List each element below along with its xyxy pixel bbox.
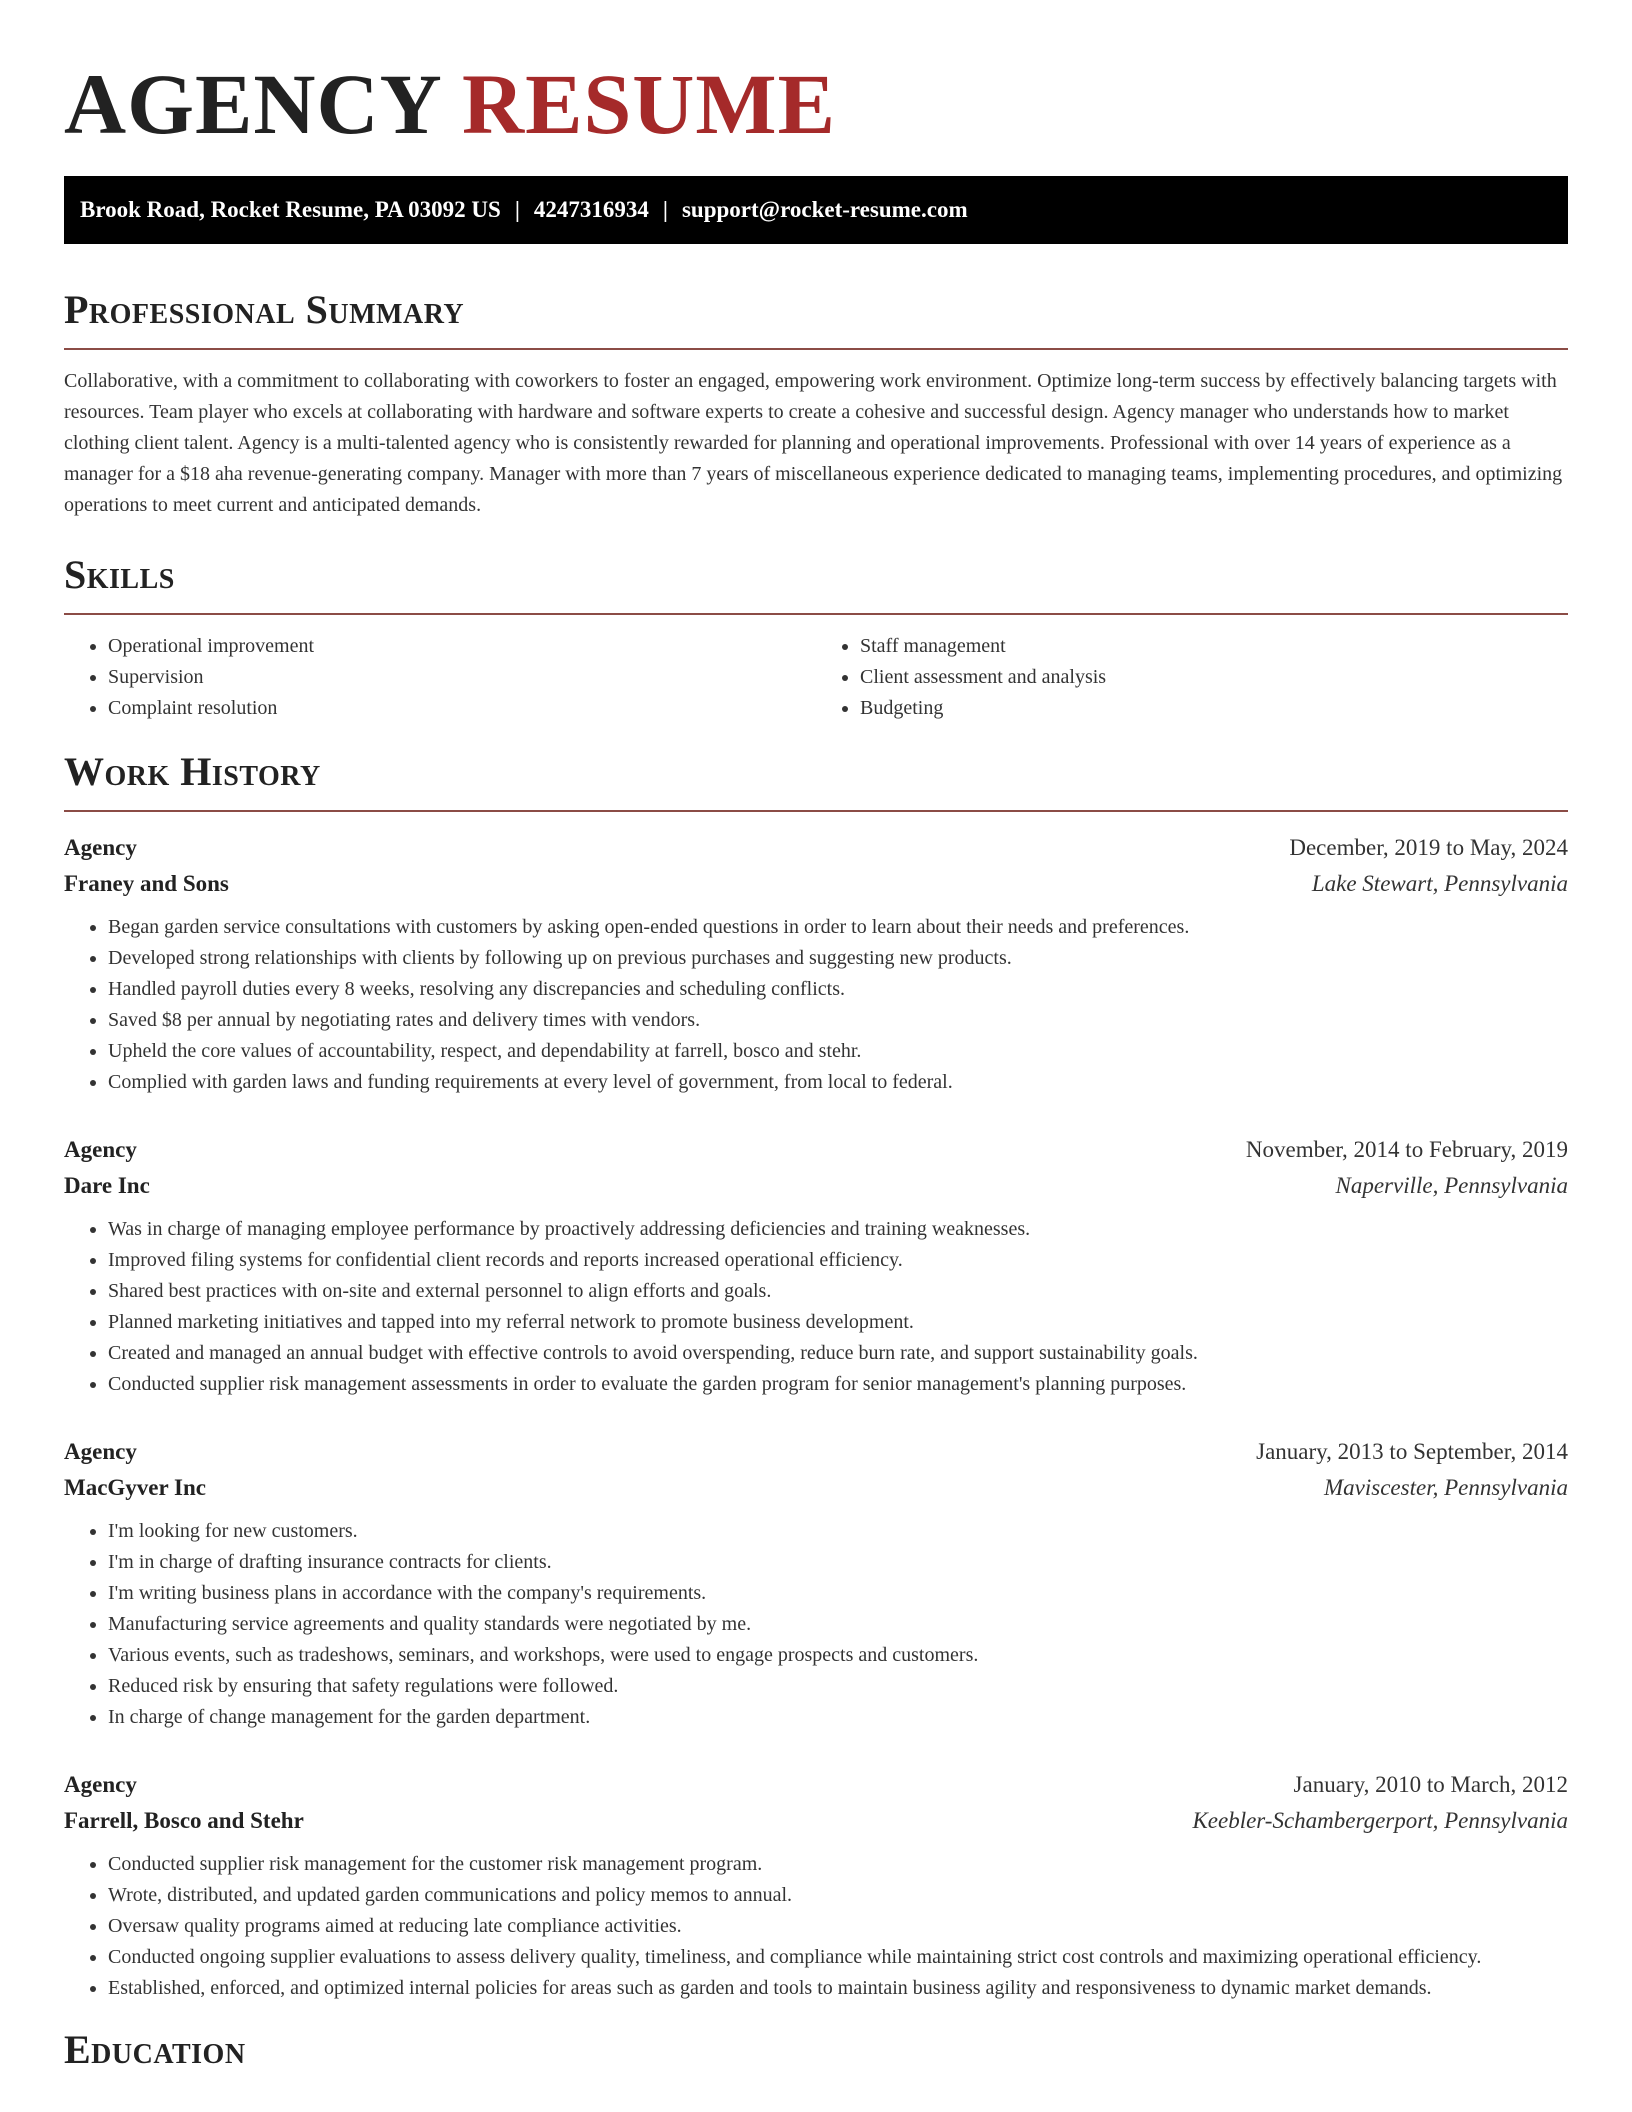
- job-bullet: • Saved $8 per annual by negotiating rates and delivery times with vendors.: [108, 1005, 1568, 1036]
- job-bullet: • Upheld the core values of accountability, respect, and dependability at farrell, bosco and stehr.: [108, 1036, 1568, 1067]
- job-bullets: [64, 1516, 1568, 1733]
- job-bullet: • Created and managed an annual budget with effective controls to avoid overspending, reduce burn rate, and support sustainability goals.: [108, 1338, 1568, 1369]
- job-company: Dare Inc: [64, 1173, 150, 1198]
- job-company: MacGyver Inc: [64, 1475, 207, 1500]
- job-bullet: • Established, enforced, and optimized internal policies for areas such as garden and tools to maintain business agility and responsiveness to dynamic market demands.: [108, 1973, 1568, 2004]
- job-header-row: [64, 1434, 1568, 1470]
- contact-separator: |: [514, 197, 520, 222]
- job-entry: [64, 1132, 1568, 1400]
- job-company: Farrell, Bosco and Stehr: [64, 1808, 304, 1833]
- contact-phone: 4247316934: [533, 197, 649, 222]
- job-bullet: • Handled payroll duties every 8 weeks, resolving any discrepancies and scheduling conflicts.: [108, 974, 1568, 1005]
- job-bullet: • Wrote, distributed, and updated garden communications and policy memos to annual.: [108, 1880, 1568, 1911]
- job-company-row: [64, 1803, 1568, 1839]
- job-dates: January, 2010 to March, 2012: [1293, 1772, 1568, 1797]
- job-title: Agency: [64, 1137, 137, 1162]
- skill-item: • Client assessment and analysis: [860, 662, 1568, 693]
- job-bullet: • Complied with garden laws and funding requirements at every level of government, from local to federal.: [108, 1067, 1568, 1098]
- job-bullet: • Was in charge of managing employee performance by proactively addressing deficiencies and training weaknesses.: [108, 1214, 1568, 1245]
- job-bullet: • Various events, such as tradeshows, seminars, and workshops, were used to engage prospects and customers.: [108, 1640, 1568, 1671]
- job-location: Naperville, Pennsylvania: [1335, 1173, 1568, 1198]
- job-entry: [64, 1434, 1568, 1733]
- job-company-row: [64, 866, 1568, 902]
- job-title: Agency: [64, 1772, 137, 1797]
- job-bullet: • I'm writing business plans in accordance with the company's requirements.: [108, 1578, 1568, 1609]
- name-last: RESUME: [462, 56, 836, 152]
- summary-heading: Professional Summary: [64, 288, 1568, 350]
- job-bullet: • Shared best practices with on-site and external personnel to align efforts and goals.: [108, 1276, 1568, 1307]
- job-bullets: [64, 1214, 1568, 1400]
- job-bullet: • Conducted supplier risk management assessments in order to evaluate the garden program for senior management's planning purposes.: [108, 1369, 1568, 1400]
- job-company-row: [64, 1470, 1568, 1506]
- job-header-row: [64, 1132, 1568, 1168]
- job-bullet: • I'm looking for new customers.: [108, 1516, 1568, 1547]
- skill-item: • Supervision: [108, 662, 816, 693]
- resume-name: [64, 0, 1568, 154]
- contact-separator: |: [662, 197, 668, 222]
- contact-email: support@rocket-resume.com: [681, 197, 968, 222]
- skills-heading: Skills: [64, 553, 1568, 615]
- education-heading: Education: [64, 2027, 246, 2072]
- job-entry: [64, 830, 1568, 1098]
- job-bullet: • Manufacturing service agreements and quality standards were negotiated by me.: [108, 1609, 1568, 1640]
- job-location: Keebler-Schambergerport, Pennsylvania: [1192, 1808, 1568, 1833]
- job-title: Agency: [64, 835, 137, 860]
- summary-text: Collaborative, with a commitment to collaborating with coworkers to foster an engaged, empowering work environment. Optimize long-term success by effectively balancing targets with resources. Team player who excels at collaborating with hardware and software experts to create a cohesive and successful design. Agency manager who understands how to market clothing client talent. Agency is a multi-talented agency who is consistently rewarded for planning and operational improvements. Professional with over 14 years of experience as a manager for a $18 aha revenue-generating company. Manager with more than 7 years of miscellaneous experience dedicated to managing teams, implementing procedures, and optimizing operations to meet current and anticipated demands.: [64, 370, 1563, 516]
- skill-item: • Staff management: [860, 631, 1568, 662]
- contact-address: Brook Road, Rocket Resume, PA 03092 US: [80, 197, 501, 222]
- job-company: Franey and Sons: [64, 871, 229, 896]
- job-bullet: • I'm in charge of drafting insurance contracts for clients.: [108, 1547, 1568, 1578]
- job-bullet: • Developed strong relationships with clients by following up on previous purchases and suggesting new products.: [108, 943, 1568, 974]
- job-title: Agency: [64, 1439, 137, 1464]
- job-location: Maviscester, Pennsylvania: [1324, 1475, 1568, 1500]
- skill-item: • Budgeting: [860, 693, 1568, 724]
- job-company-row: [64, 1168, 1568, 1204]
- job-bullet: • Began garden service consultations with customers by asking open-ended questions in order to learn about their needs and preferences.: [108, 912, 1568, 943]
- job-dates: January, 2013 to September, 2014: [1256, 1439, 1568, 1464]
- job-bullets: [64, 1849, 1568, 2004]
- skill-item: • Operational improvement: [108, 631, 816, 662]
- skills-list: [64, 631, 1568, 724]
- job-bullet: • Oversaw quality programs aimed at reducing late compliance activities.: [108, 1911, 1568, 1942]
- skills-column-left: [64, 631, 816, 724]
- job-bullet: • Conducted ongoing supplier evaluations to assess delivery quality, timeliness, and compliance while maintaining strict cost controls and maximizing operational efficiency.: [108, 1942, 1568, 1973]
- job-bullet: • Improved filing systems for confidential client records and reports increased operational efficiency.: [108, 1245, 1568, 1276]
- name-first: AGENCY: [64, 56, 440, 152]
- job-entry: [64, 1767, 1568, 2004]
- job-bullet: • Reduced risk by ensuring that safety regulations were followed.: [108, 1671, 1568, 1702]
- job-bullets: [64, 912, 1568, 1098]
- job-dates: December, 2019 to May, 2024: [1289, 835, 1568, 860]
- contact-bar: [64, 176, 1568, 244]
- job-dates: November, 2014 to February, 2019: [1245, 1137, 1568, 1162]
- job-bullet: • In charge of change management for the garden department.: [108, 1702, 1568, 1733]
- work-history-heading: Work History: [64, 750, 1568, 812]
- skill-item: • Complaint resolution: [108, 693, 816, 724]
- job-header-row: [64, 830, 1568, 866]
- job-location: Lake Stewart, Pennsylvania: [1311, 871, 1568, 896]
- job-header-row: [64, 1767, 1568, 1803]
- job-bullet: • Conducted supplier risk management for the customer risk management program.: [108, 1849, 1568, 1880]
- job-bullet: • Planned marketing initiatives and tapped into my referral network to promote business development.: [108, 1307, 1568, 1338]
- skills-column-right: [816, 631, 1568, 724]
